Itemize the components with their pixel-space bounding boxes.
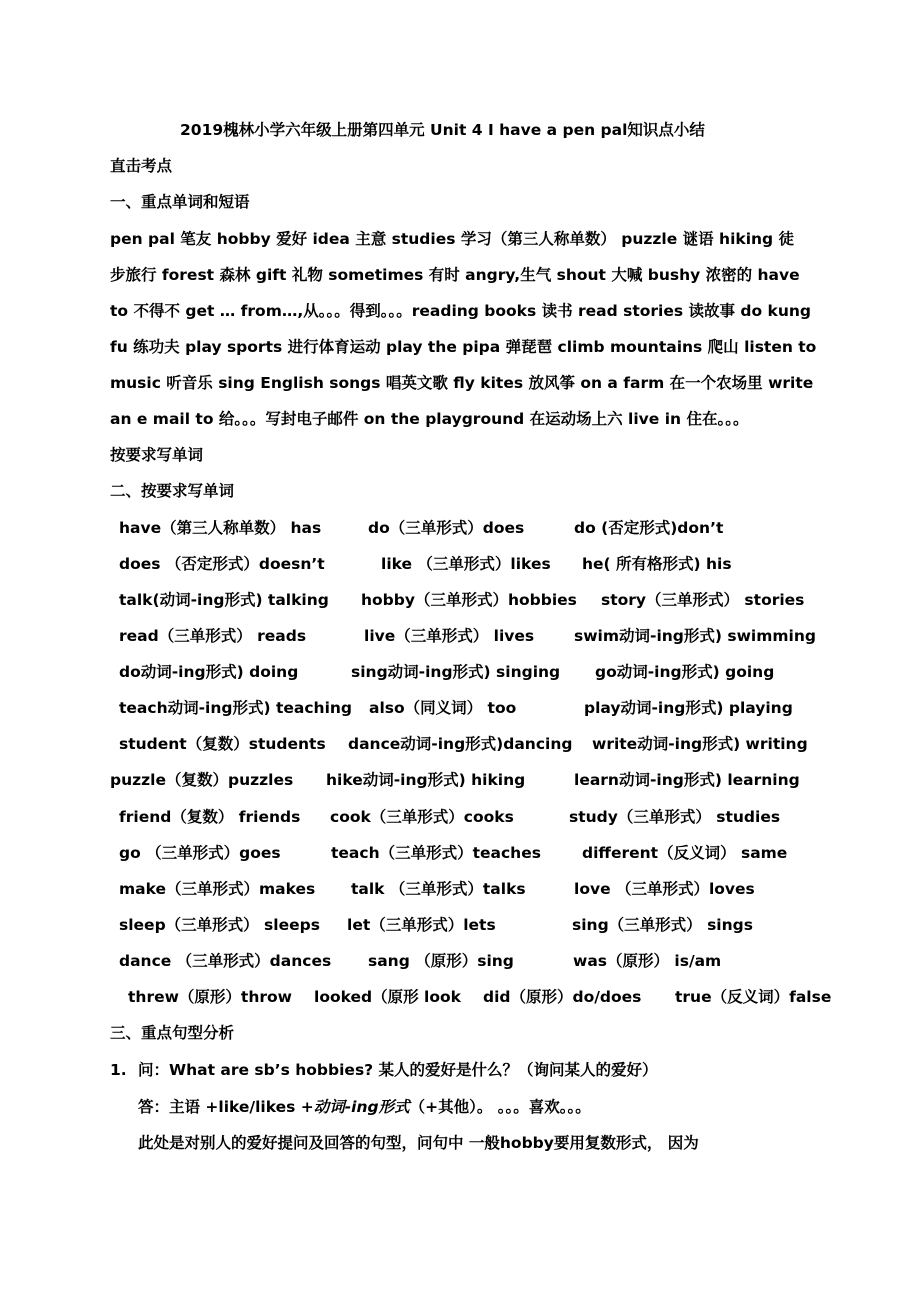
answer-line [138, 1097, 591, 1117]
word-form: story（三单形式） stories [601, 591, 805, 609]
word-form: also（同义词） too [369, 699, 517, 717]
question-text: 问：What are sb’s hobbies? 某人的爱好是什么？（询问某人的爱好） [138, 1061, 658, 1079]
word-form: swim动词-ing形式) swimming [574, 627, 816, 645]
word-form: love （三单形式）loves [574, 880, 755, 898]
word-form: hike动词-ing形式) hiking [326, 771, 526, 789]
vocab-line: to 不得不 get … from…,从。。。得到。。。reading books 读书 read stories 读故事 do kung [110, 302, 811, 320]
word-form: do (否定形式)don’t [574, 519, 724, 537]
word-form: threw（原形）throw [128, 988, 292, 1006]
word-form: did（原形）do/does [483, 988, 642, 1006]
section-2-title: 二、按要求写单词 [110, 482, 235, 500]
word-form: do（三单形式）does [368, 519, 525, 537]
word-form: go （三单形式）goes [119, 844, 281, 862]
word-form: talk(动词-ing形式) talking [119, 591, 329, 609]
vocab-line: 步旅行 forest 森林 gift 礼物 sometimes 有时 angry,生气 shout 大喊 bushy 浓密的 have [110, 266, 800, 284]
word-form: student（复数）students [119, 735, 326, 753]
section-3-title: 三、重点句型分析 [110, 1024, 235, 1042]
heading-direct: 直击考点 [110, 157, 173, 175]
word-form: write动词-ing形式) writing [592, 735, 808, 753]
word-form: learn动词-ing形式) learning [574, 771, 800, 789]
word-form: study（三单形式） studies [569, 808, 781, 826]
answer-prefix: 答：主语 +like/likes + [138, 1098, 314, 1116]
word-form: talk （三单形式）talks [351, 880, 526, 898]
word-form: dance动词-ing形式)dancing [348, 735, 573, 753]
document-title: 2019槐林小学六年级上册第四单元 Unit 4 I have a pen pal知识点小结 [180, 121, 705, 139]
word-form: let（三单形式）lets [347, 916, 496, 934]
word-form: sleep（三单形式） sleeps [119, 916, 320, 934]
word-form: was（原形） is/am [573, 952, 722, 970]
word-form: like （三单形式）likes [381, 555, 551, 573]
word-form: teach动词-ing形式) teaching [119, 699, 353, 717]
answer-verb-form: 动词-ing形式 [313, 1098, 410, 1116]
word-form: read（三单形式） reads [119, 627, 307, 645]
word-form: true（反义词）false [675, 988, 832, 1006]
word-form: hobby（三单形式）hobbies [361, 591, 577, 609]
answer-suffix: （+其他）。 。。。喜欢。。。 [409, 1098, 591, 1116]
word-form: puzzle（复数）puzzles [110, 771, 294, 789]
word-form: friend（复数） friends [119, 808, 301, 826]
word-form: dance （三单形式）dances [119, 952, 332, 970]
heading-write: 按要求写单词 [110, 446, 204, 464]
word-form: live（三单形式） lives [364, 627, 535, 645]
vocab-line: fu 练功夫 play sports 进行体育运动 play the pipa 弹琵琶 climb mountains 爬山 listen to [110, 338, 817, 356]
word-form: sing（三单形式） sings [572, 916, 753, 934]
note-text: 此处是对别人的爱好提问及回答的句型，问句中 一般hobby要用复数形式， 因为 [138, 1134, 699, 1152]
word-form: teach（三单形式）teaches [331, 844, 541, 862]
word-form: have（第三人称单数） has [119, 519, 322, 537]
word-form: does （否定形式）doesn’t [119, 555, 325, 573]
word-form: make（三单形式）makes [119, 880, 316, 898]
section-1-title: 一、重点单词和短语 [110, 193, 250, 211]
word-form: sing动词-ing形式) singing [351, 663, 561, 681]
word-form: different（反义词） same [582, 844, 788, 862]
word-form: play动词-ing形式) playing [584, 699, 793, 717]
word-form: go动词-ing形式) going [595, 663, 775, 681]
vocab-line: an e mail to 给。。。写封电子邮件 on the playground 在运动场上六 live in 住在。。。 [110, 410, 749, 428]
word-form: sang （原形）sing [368, 952, 514, 970]
question-number: 1. [110, 1061, 127, 1079]
word-form: do动词-ing形式) doing [119, 663, 299, 681]
vocab-line: pen pal 笔友 hobby 爱好 idea 主意 studies 学习（第三人称单数） puzzle 谜语 hiking 徒 [110, 230, 795, 248]
word-form: cook（三单形式）cooks [330, 808, 514, 826]
vocab-line: music 听音乐 sing English songs 唱英文歌 fly kites 放风筝 on a farm 在一个农场里 write [110, 374, 814, 392]
word-form: he( 所有格形式) his [582, 555, 732, 573]
word-form: looked（原形 look [314, 988, 461, 1006]
